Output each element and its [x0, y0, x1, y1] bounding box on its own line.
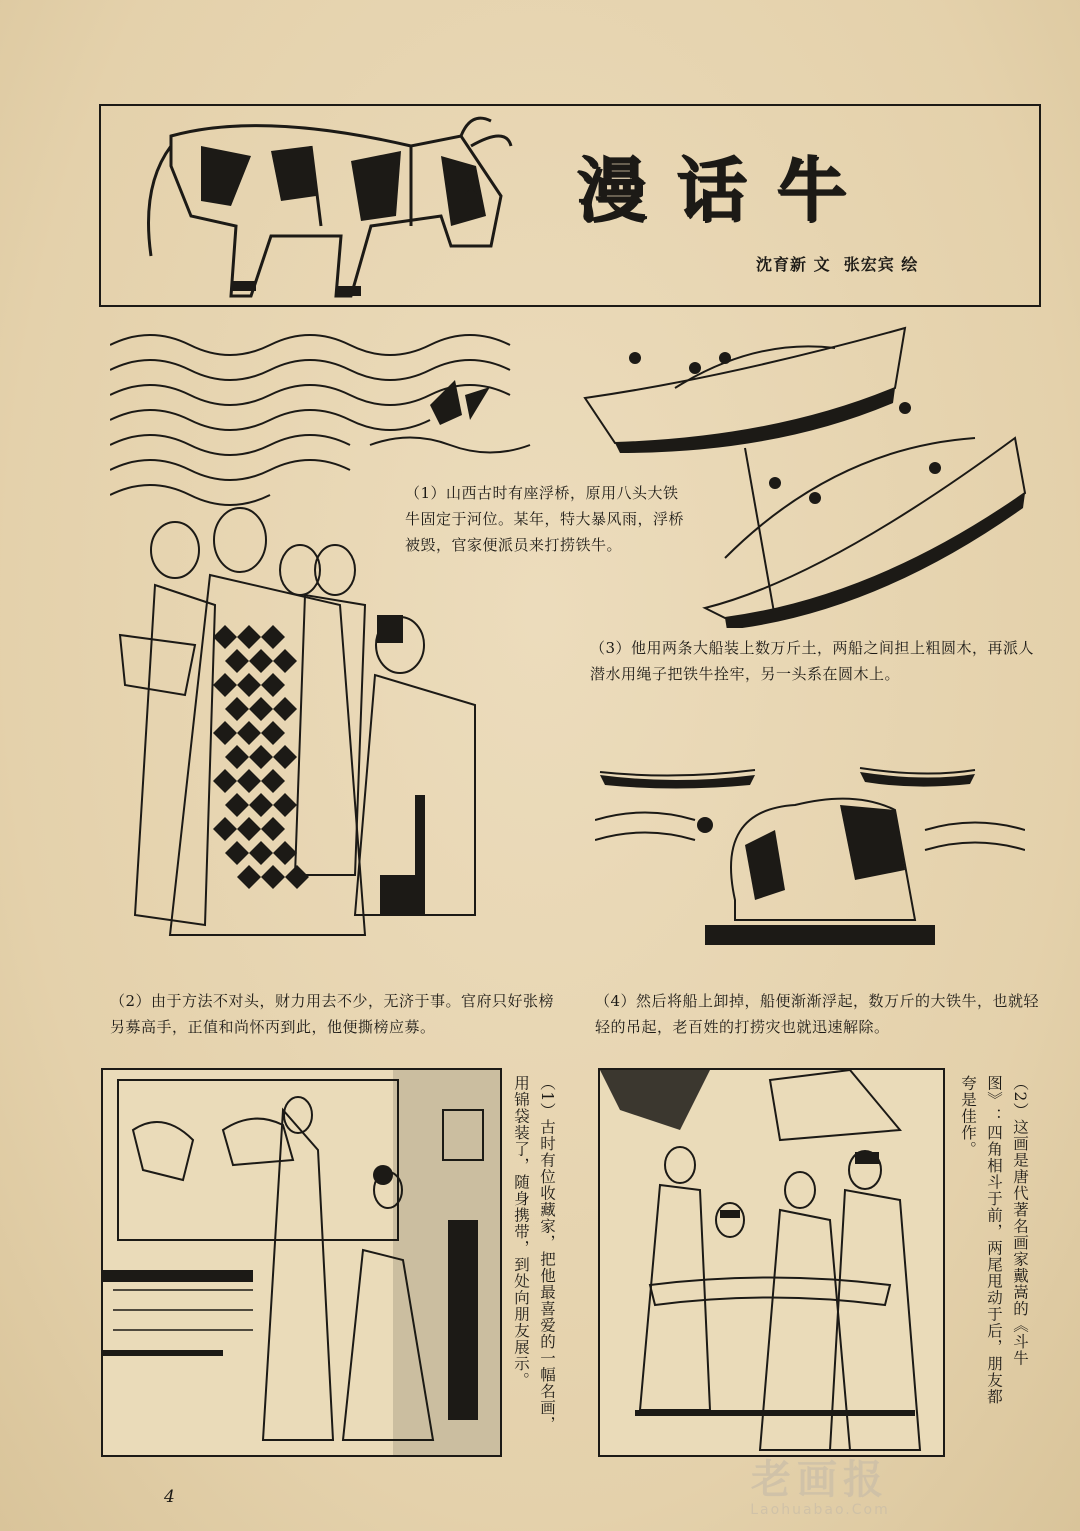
iron-ox-raised-illustration [595, 750, 1025, 960]
watermark [720, 1458, 920, 1518]
boats-loading-illustration [575, 318, 1035, 628]
header-box [99, 104, 1041, 307]
header-bull-illustration [111, 106, 531, 306]
panel-2-caption: （2）由于方法不对头，财力用去不少，无济于事。官府只好张榜另募高手，正值和尚怀丙到此，他便撕榜应募。 [110, 992, 555, 1036]
friends-viewing-painting-illustration [600, 1070, 943, 1455]
bottom-panel-2-caption: （2）这画是唐代著名画家戴嵩的《斗牛图》：四角相斗于前，两尾甩动于后，朋友都夸是佳作。 [959, 1075, 1029, 1405]
bottom-panel-2-art [598, 1068, 945, 1457]
panel-1-caption: （1）山西古时有座浮桥，原用八头大铁牛固定于河位。某年，特大暴风雨，浮桥被毁，官家便派员来打捞铁牛。 [405, 484, 685, 554]
watermark-sub: Laohuabao.Com [750, 1502, 890, 1518]
watermark-main: 老画报 [751, 1457, 889, 1503]
officials-illustration [115, 495, 525, 955]
page-title: 漫话牛 [576, 149, 876, 231]
bottom-panel-1-art [101, 1068, 502, 1457]
panel-4-caption: （4）然后将船上卸掉，船便渐渐浮起，数万斤的大铁牛，也就轻轻的吊起，老百姓的打捞灾也就迅速解除。 [595, 992, 1040, 1036]
bottom-panel-1-caption: （1）古时有位收藏家，把他最喜爱的一幅名画，用锦袋装了，随身携带，到处向朋友展示。 [512, 1075, 556, 1433]
collector-showing-painting-illustration [103, 1070, 500, 1455]
byline: 沈育新 文 张宏宾 绘 [756, 255, 919, 274]
page-number: 4 [164, 1487, 175, 1507]
panel-3-caption: （3）他用两条大船装上数万斤土，两船之间担上粗圆木，再派人潜水用绳子把铁牛拴牢，另一头系在圆木上。 [590, 639, 1035, 683]
